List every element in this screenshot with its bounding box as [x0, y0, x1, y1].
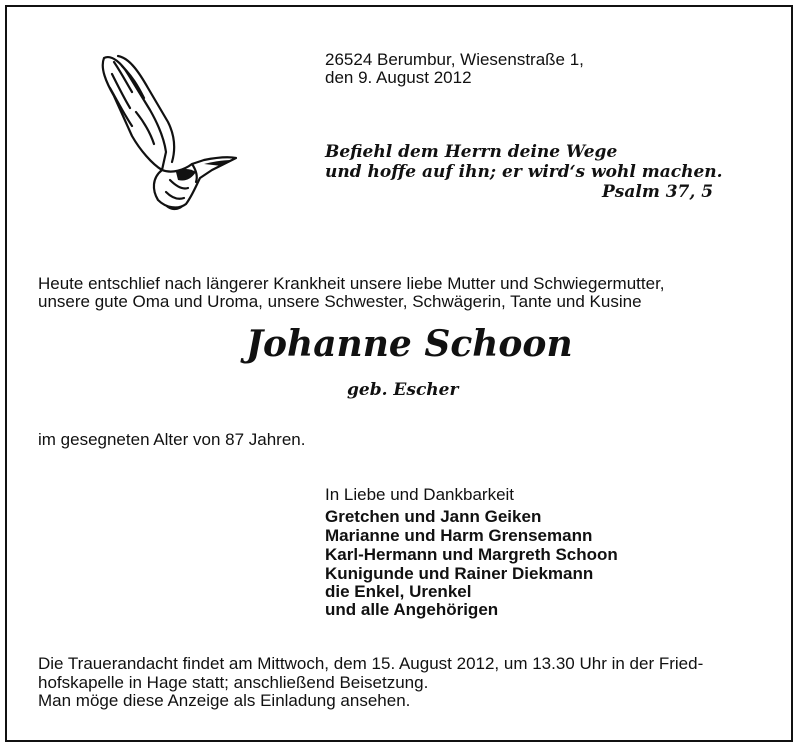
mourner-name: Kunigunde und Rainer Diekmann [325, 564, 594, 583]
mourner-name: und alle Angehörigen [325, 600, 499, 619]
funeral-line-1: Die Trauerandacht findet am Mittwoch, dem 15. August 2012, um 13.30 Uhr in der Fried- [38, 654, 704, 673]
funeral-line-3: Man möge diese Anzeige als Einladung ansehen. [38, 691, 411, 710]
sender-address: 26524 Berumbur, Wiesenstraße 1, [325, 50, 584, 69]
mourner-name: Karl-Hermann und Margreth Schoon [325, 545, 618, 564]
mourner-name: Marianne und Harm Grensemann [325, 526, 593, 545]
verse-line-1: Befiehl dem Herrn deine Wege [325, 142, 618, 162]
praying-hands-icon [92, 52, 242, 214]
mourner-name: die Enkel, Urenkel [325, 582, 472, 601]
verse-line-2: und hoffe auf ihn; er wird‘s wohl machen. [325, 162, 723, 182]
mourners-intro: In Liebe und Dankbarkeit [325, 485, 515, 504]
maiden-name: geb. Escher [347, 380, 459, 400]
funeral-line-2: hofskapelle in Hage statt; anschließend Beisetzung. [38, 673, 429, 692]
age-line: im gesegneten Alter von 87 Jahren. [38, 430, 306, 449]
deceased-name: Johanne Schoon [246, 323, 573, 365]
notice-date: den 9. August 2012 [325, 68, 472, 87]
announcement-line-1: Heute entschlief nach längerer Krankheit unsere liebe Mutter und Schwiegermutter, [38, 274, 665, 293]
announcement-line-2: unsere gute Oma und Uroma, unsere Schwester, Schwägerin, Tante und Kusine [38, 292, 642, 311]
verse-reference: Psalm 37, 5 [602, 182, 714, 202]
mourner-name: Gretchen und Jann Geiken [325, 507, 542, 526]
